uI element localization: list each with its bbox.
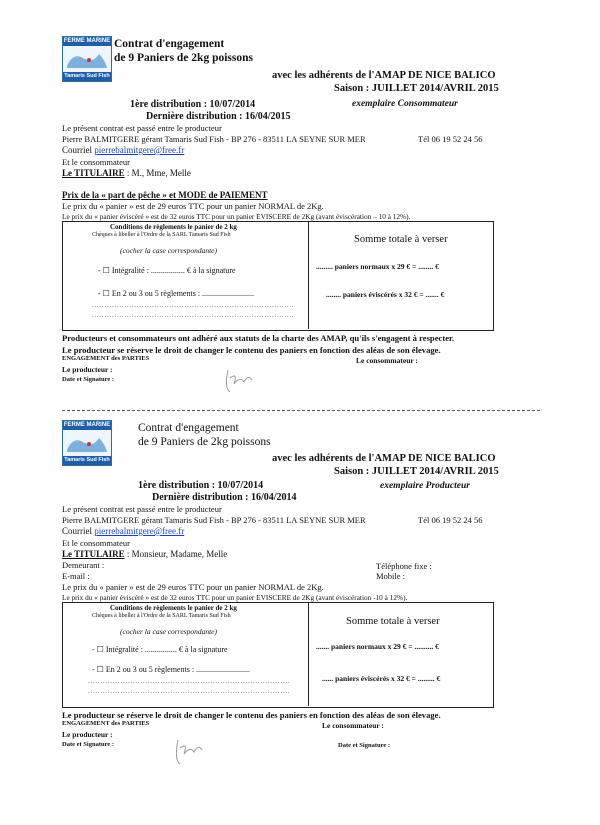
map-icon xyxy=(63,46,111,72)
logo-bottom-text: Tamaris Sud Fish xyxy=(64,73,110,79)
phone-line: Tél 06 19 52 24 56 xyxy=(418,515,483,525)
option-reglements[interactable]: - ☐ En 2 ou 3 ou 5 règlements : ........................... xyxy=(92,665,251,674)
charter-line: Producteurs et consommateurs ont adhéré aux statuts de la charte des AMAP, qu'ils s'engagent à respecter. xyxy=(62,333,455,343)
logo xyxy=(62,36,112,82)
first-distribution: 1ère distribution : 10/07/2014 xyxy=(138,480,264,491)
contract-intro: Le présent contrat est passé entre le producteur xyxy=(62,504,222,514)
reserve-line: Le producteur se réserve le droit de changer le contenu des paniers en fonction des aléas de son élevage. xyxy=(62,345,441,355)
email-link[interactable]: pierrebalmitgere@free.fr xyxy=(94,526,185,536)
total-title: Somme totale à verser xyxy=(354,234,448,245)
conditions-subtitle: Chèques à libeller à l'Ordre de la SARL Tamaris Sud Fish xyxy=(92,232,231,238)
conditions-title: Conditions de règlements le panier de 2 kg xyxy=(110,604,237,612)
total-normal[interactable]: ....... paniers normaux x 29 € = .......... € xyxy=(316,642,439,651)
titulaire-row xyxy=(62,549,227,559)
amap-line: avec les adhérents de l'AMAP DE NICE BALICO xyxy=(272,70,496,81)
season-line: Saison : JUILLET 2014/AVRIL 2015 xyxy=(334,466,499,477)
dotted-line: ................................................................................. xyxy=(88,679,291,685)
logo-bottom-text: Tamaris Sud Fish xyxy=(64,457,110,463)
contract-title-line-2: de 9 Paniers de 2kg poissons xyxy=(114,52,253,64)
last-distribution: Dernière distribution : 16/04/2015 xyxy=(146,111,291,122)
phone-line: Tél 06 19 52 24 56 xyxy=(418,134,483,144)
consumer-intro: Et le consommateur xyxy=(62,157,130,167)
titulaire-row xyxy=(62,168,191,178)
map-icon xyxy=(63,430,111,456)
dotted-line: ................................................................................. xyxy=(92,303,295,309)
date-signature-label: Date et Signature : xyxy=(62,741,115,748)
contract-title-line-2: de 9 Paniers de 2kg poissons xyxy=(138,436,271,448)
amap-line: avec les adhérents de l'AMAP DE NICE BALICO xyxy=(272,453,496,464)
engagement-label: ENGAGEMENT des PARTIES xyxy=(62,355,150,362)
dotted-line: ................................................................................. xyxy=(88,689,291,695)
table-divider xyxy=(308,602,309,706)
producer-signature xyxy=(222,366,256,396)
producer-label: Le producteur : xyxy=(62,730,113,739)
reserve-line: Le producteur se réserve le droit de changer le contenu des paniers en fonction des aléas de son élevage. xyxy=(62,710,441,720)
contract-title-line-1: Contrat d'engagement xyxy=(138,422,239,434)
titulaire-label: Le TITULAIRE xyxy=(62,549,125,559)
total-eviscere[interactable]: ........ paniers éviscérés x 32 € = ....... € xyxy=(326,290,445,299)
contract-intro: Le présent contrat est passé entre le producteur xyxy=(62,123,222,133)
dotted-line: ................................................................................. xyxy=(92,313,295,319)
consumer-label: Le consommateur : xyxy=(322,721,384,730)
total-eviscere[interactable]: ...... paniers éviscérés x 32 € = ......... € xyxy=(322,674,441,683)
total-title: Somme totale à verser xyxy=(346,616,440,627)
consumer-label: Le consommateur : xyxy=(356,356,418,365)
table-divider xyxy=(308,221,309,329)
consumer-intro: Et le consommateur xyxy=(62,538,130,548)
last-distribution: Dernière distribution : 16/04/2014 xyxy=(152,492,297,503)
email-link[interactable]: pierrebalmitgere@free.fr xyxy=(94,145,185,155)
consumer-date-signature-label: Date et Signature : xyxy=(338,742,391,749)
email-row xyxy=(62,526,184,536)
copy-label: exemplaire Consommateur xyxy=(352,99,458,109)
date-signature-label: Date et Signature : xyxy=(62,376,115,383)
logo xyxy=(62,420,112,466)
producer-line: Pierre BALMITGERE gérant Tamaris Sud Fish - BP 276 - 83511 LA SEYNE SUR MER xyxy=(62,134,366,144)
email-field[interactable]: E-mail : xyxy=(62,571,90,581)
conditions-hint: (cocher la case correspondante) xyxy=(120,246,217,255)
cut-line xyxy=(62,410,540,411)
option-integralite[interactable]: - ☐ Intégralité : ................ € à la signature xyxy=(92,645,228,654)
titulaire-value: : M., Mme, Melle xyxy=(126,168,191,178)
producer-label: Le producteur : xyxy=(62,365,113,374)
mobile-field[interactable]: Mobile : xyxy=(376,571,406,581)
price-eviscere: Le prix du « panier éviscéré » est de 32 euros TTC pour un panier EVISCERE de 2Kg (avant éviscération – 10 à 12%). xyxy=(62,212,411,221)
producer-signature xyxy=(172,736,206,768)
option-reglements[interactable]: - ☐ En 2 ou 3 ou 5 règlements : .......................... xyxy=(98,289,255,298)
phone-fixe-field[interactable]: Téléphone fixe : xyxy=(376,561,432,571)
email-label: Courriel xyxy=(62,145,92,155)
engagement-label: ENGAGEMENT des PARTIES xyxy=(62,720,150,727)
first-distribution: 1ère distribution : 10/07/2014 xyxy=(130,99,256,110)
season-line: Saison : JUILLET 2014/AVRIL 2015 xyxy=(334,83,499,94)
email-row xyxy=(62,145,184,155)
logo-top-text: FERME MARINE xyxy=(63,38,111,44)
price-normal: Le prix du « panier » est de 29 euros TTC pour un panier NORMAL de 2Kg. xyxy=(62,201,324,211)
option-integralite[interactable]: - ☐ Intégralité : ................. € à la signature xyxy=(98,266,236,275)
logo-top-text: FERME MARINE xyxy=(63,422,111,428)
copy-label: exemplaire Producteur xyxy=(380,481,470,491)
titulaire-value: : Monsieur, Madame, Melle xyxy=(126,549,228,559)
conditions-title: Conditions de règlements le panier de 2 kg xyxy=(110,223,237,231)
conditions-hint: (cocher la case correspondante) xyxy=(120,627,217,636)
conditions-subtitle: Chèques à libeller à l'Ordre de la SARL Tamaris Sud Fish xyxy=(92,613,231,619)
email-label: Courriel xyxy=(62,526,92,536)
price-eviscere: Le prix du « panier éviscéré » est de 32 euros TTC pour un panier EVISCERE de 2Kg (avant éviscération -10 à 12%). xyxy=(62,593,408,602)
titulaire-label: Le TITULAIRE xyxy=(62,168,125,178)
producer-line: Pierre BALMITGERE gérant Tamaris Sud Fish - BP 276 - 83511 LA SEYNE SUR MER xyxy=(62,515,366,525)
contract-title-line-1: Contrat d'engagement xyxy=(114,38,225,50)
demeurant-field[interactable]: Demeurant : xyxy=(62,560,105,570)
total-normal[interactable]: ......... paniers normaux x 29 € = ........ € xyxy=(316,262,439,271)
price-heading: Prix de la « part de pêche » et MODE de PAIEMENT xyxy=(62,190,268,200)
price-normal: Le prix du « panier » est de 29 euros TTC pour un panier NORMAL de 2Kg. xyxy=(62,582,324,592)
